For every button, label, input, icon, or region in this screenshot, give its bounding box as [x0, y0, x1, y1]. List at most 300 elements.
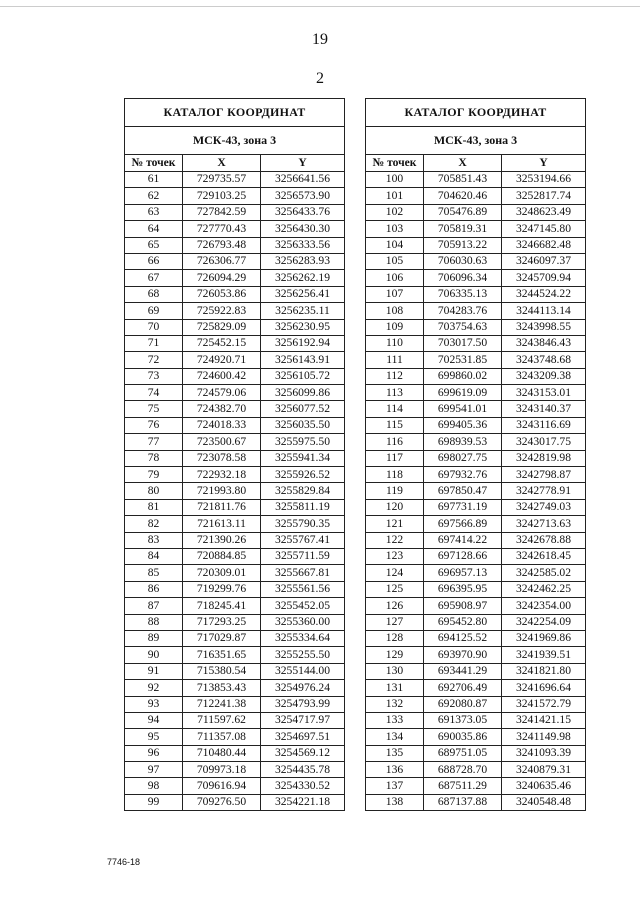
y-coordinate-cell: 3255941.34	[261, 450, 345, 466]
x-coordinate-cell: 694125.52	[424, 630, 502, 646]
table-row	[125, 532, 345, 548]
y-coordinate-cell: 3243846.43	[502, 335, 586, 351]
table-row	[125, 467, 345, 483]
y-coordinate-cell: 3241093.39	[502, 745, 586, 761]
table-row	[366, 221, 586, 237]
table-row	[366, 696, 586, 712]
point-number-cell: 91	[125, 663, 183, 679]
x-coordinate-cell: 725922.83	[183, 303, 261, 319]
point-number-cell: 64	[125, 221, 183, 237]
table-row	[125, 762, 345, 778]
y-coordinate-cell: 3256430.30	[261, 221, 345, 237]
table-row	[366, 270, 586, 286]
x-coordinate-cell: 709616.94	[183, 778, 261, 794]
x-coordinate-cell: 726306.77	[183, 253, 261, 269]
y-coordinate-cell: 3255767.41	[261, 532, 345, 548]
point-number-cell: 117	[366, 450, 424, 466]
point-number-cell: 116	[366, 434, 424, 450]
y-coordinate-cell: 3255561.56	[261, 581, 345, 597]
table-row	[366, 335, 586, 351]
point-number-cell: 65	[125, 237, 183, 253]
y-coordinate-cell: 3242713.63	[502, 516, 586, 532]
table-row	[125, 434, 345, 450]
point-number-cell: 119	[366, 483, 424, 499]
point-number-cell: 92	[125, 680, 183, 696]
catalog-zone: МСК-43, зона 3	[366, 127, 586, 155]
point-number-cell: 63	[125, 204, 183, 220]
y-coordinate-cell: 3256433.76	[261, 204, 345, 220]
point-number-cell: 105	[366, 253, 424, 269]
y-coordinate-cell: 3254697.51	[261, 729, 345, 745]
table-row	[125, 401, 345, 417]
point-number-cell: 72	[125, 352, 183, 368]
x-coordinate-cell: 713853.43	[183, 680, 261, 696]
point-number-cell: 96	[125, 745, 183, 761]
y-coordinate-cell: 3256192.94	[261, 335, 345, 351]
x-coordinate-cell: 696395.95	[424, 581, 502, 597]
x-coordinate-cell: 703017.50	[424, 335, 502, 351]
table-row	[125, 614, 345, 630]
y-coordinate-cell: 3242618.45	[502, 548, 586, 564]
point-number-cell: 99	[125, 794, 183, 810]
table-row	[366, 172, 586, 188]
table-row	[366, 663, 586, 679]
y-coordinate-cell: 3243017.75	[502, 434, 586, 450]
document-code: 7746-18	[107, 857, 141, 867]
table-row	[125, 663, 345, 679]
table-row	[125, 237, 345, 253]
y-coordinate-cell: 3242462.25	[502, 581, 586, 597]
y-coordinate-cell: 3242819.98	[502, 450, 586, 466]
point-number-cell: 114	[366, 401, 424, 417]
table-row	[125, 696, 345, 712]
table-row	[366, 417, 586, 433]
x-coordinate-cell: 726053.86	[183, 286, 261, 302]
point-number-cell: 128	[366, 630, 424, 646]
point-number-cell: 121	[366, 516, 424, 532]
x-coordinate-cell: 695452.80	[424, 614, 502, 630]
table-row	[125, 303, 345, 319]
y-coordinate-cell: 3244113.14	[502, 303, 586, 319]
y-coordinate-cell: 3255811.19	[261, 499, 345, 515]
y-coordinate-cell: 3254569.12	[261, 745, 345, 761]
y-coordinate-cell: 3241969.86	[502, 630, 586, 646]
point-number-cell: 98	[125, 778, 183, 794]
table-row	[125, 385, 345, 401]
x-coordinate-cell: 697932.76	[424, 467, 502, 483]
y-coordinate-cell: 3254330.52	[261, 778, 345, 794]
point-number-cell: 106	[366, 270, 424, 286]
x-coordinate-cell: 697850.47	[424, 483, 502, 499]
table-row	[125, 253, 345, 269]
x-coordinate-cell: 716351.65	[183, 647, 261, 663]
col-header-point: № точек	[366, 155, 424, 172]
table-row	[366, 745, 586, 761]
x-coordinate-cell: 709973.18	[183, 762, 261, 778]
point-number-cell: 129	[366, 647, 424, 663]
y-coordinate-cell: 3254793.99	[261, 696, 345, 712]
point-number-cell: 73	[125, 368, 183, 384]
point-number-cell: 130	[366, 663, 424, 679]
y-coordinate-cell: 3252817.74	[502, 188, 586, 204]
x-coordinate-cell: 711597.62	[183, 712, 261, 728]
catalog-title: КАТАЛОГ КООРДИНАТ	[125, 99, 345, 127]
catalog-zone: МСК-43, зона 3	[125, 127, 345, 155]
x-coordinate-cell: 696957.13	[424, 565, 502, 581]
x-coordinate-cell: 721613.11	[183, 516, 261, 532]
table-row	[125, 172, 345, 188]
x-coordinate-cell: 706096.34	[424, 270, 502, 286]
y-coordinate-cell: 3255144.00	[261, 663, 345, 679]
y-coordinate-cell: 3247145.80	[502, 221, 586, 237]
x-coordinate-cell: 724382.70	[183, 401, 261, 417]
point-number-cell: 132	[366, 696, 424, 712]
x-coordinate-cell: 690035.86	[424, 729, 502, 745]
point-number-cell: 81	[125, 499, 183, 515]
y-coordinate-cell: 3246097.37	[502, 253, 586, 269]
y-coordinate-cell: 3256105.72	[261, 368, 345, 384]
x-coordinate-cell: 721811.76	[183, 499, 261, 515]
point-number-cell: 83	[125, 532, 183, 548]
table-row	[366, 794, 586, 810]
point-number-cell: 131	[366, 680, 424, 696]
y-coordinate-cell: 3243153.01	[502, 385, 586, 401]
y-coordinate-cell: 3243998.55	[502, 319, 586, 335]
x-coordinate-cell: 727842.59	[183, 204, 261, 220]
y-coordinate-cell: 3255926.52	[261, 467, 345, 483]
table-row	[125, 483, 345, 499]
y-coordinate-cell: 3255711.59	[261, 548, 345, 564]
x-coordinate-cell: 688728.70	[424, 762, 502, 778]
y-coordinate-cell: 3241821.80	[502, 663, 586, 679]
point-number-cell: 87	[125, 598, 183, 614]
table-row	[366, 352, 586, 368]
point-number-cell: 107	[366, 286, 424, 302]
x-coordinate-cell: 729735.57	[183, 172, 261, 188]
table-row	[366, 778, 586, 794]
point-number-cell: 77	[125, 434, 183, 450]
point-number-cell: 75	[125, 401, 183, 417]
table-row	[366, 483, 586, 499]
point-number-cell: 85	[125, 565, 183, 581]
point-number-cell: 88	[125, 614, 183, 630]
y-coordinate-cell: 3256283.93	[261, 253, 345, 269]
x-coordinate-cell: 711357.08	[183, 729, 261, 745]
table-row	[125, 581, 345, 597]
table-row	[125, 417, 345, 433]
point-number-cell: 80	[125, 483, 183, 499]
y-coordinate-cell: 3241421.15	[502, 712, 586, 728]
point-number-cell: 120	[366, 499, 424, 515]
point-number-cell: 86	[125, 581, 183, 597]
point-number-cell: 108	[366, 303, 424, 319]
table-row	[125, 680, 345, 696]
x-coordinate-cell: 725829.09	[183, 319, 261, 335]
point-number-cell: 126	[366, 598, 424, 614]
x-coordinate-cell: 726094.29	[183, 270, 261, 286]
y-coordinate-cell: 3255975.50	[261, 434, 345, 450]
catalog-body	[366, 172, 586, 811]
x-coordinate-cell: 717029.87	[183, 630, 261, 646]
y-coordinate-cell: 3241696.64	[502, 680, 586, 696]
table-row	[125, 516, 345, 532]
y-coordinate-cell: 3255452.05	[261, 598, 345, 614]
point-number-cell: 122	[366, 532, 424, 548]
y-coordinate-cell: 3256262.19	[261, 270, 345, 286]
y-coordinate-cell: 3242354.00	[502, 598, 586, 614]
point-number-cell: 71	[125, 335, 183, 351]
table-row	[366, 647, 586, 663]
table-row	[125, 712, 345, 728]
point-number-cell: 61	[125, 172, 183, 188]
point-number-cell: 76	[125, 417, 183, 433]
point-number-cell: 94	[125, 712, 183, 728]
x-coordinate-cell: 706335.13	[424, 286, 502, 302]
y-coordinate-cell: 3256573.90	[261, 188, 345, 204]
y-coordinate-cell: 3240635.46	[502, 778, 586, 794]
point-number-cell: 104	[366, 237, 424, 253]
point-number-cell: 111	[366, 352, 424, 368]
y-coordinate-cell: 3255360.00	[261, 614, 345, 630]
point-number-cell: 79	[125, 467, 183, 483]
table-row	[366, 581, 586, 597]
y-coordinate-cell: 3243140.37	[502, 401, 586, 417]
table-row	[125, 319, 345, 335]
catalog-title: КАТАЛОГ КООРДИНАТ	[366, 99, 586, 127]
x-coordinate-cell: 709276.50	[183, 794, 261, 810]
table-row	[125, 565, 345, 581]
y-coordinate-cell: 3255334.64	[261, 630, 345, 646]
point-number-cell: 136	[366, 762, 424, 778]
point-number-cell: 100	[366, 172, 424, 188]
table-row	[366, 598, 586, 614]
y-coordinate-cell: 3254717.97	[261, 712, 345, 728]
x-coordinate-cell: 724600.42	[183, 368, 261, 384]
x-coordinate-cell: 726793.48	[183, 237, 261, 253]
table-row	[125, 630, 345, 646]
y-coordinate-cell: 3256143.91	[261, 352, 345, 368]
table-row	[125, 352, 345, 368]
point-number-cell: 123	[366, 548, 424, 564]
x-coordinate-cell: 699619.09	[424, 385, 502, 401]
table-row	[366, 630, 586, 646]
table-row	[366, 499, 586, 515]
y-coordinate-cell: 3244524.22	[502, 286, 586, 302]
table-row	[366, 188, 586, 204]
point-number-cell: 102	[366, 204, 424, 220]
y-coordinate-cell: 3253194.66	[502, 172, 586, 188]
x-coordinate-cell: 697128.66	[424, 548, 502, 564]
x-coordinate-cell: 723500.67	[183, 434, 261, 450]
point-number-cell: 68	[125, 286, 183, 302]
x-coordinate-cell: 715380.54	[183, 663, 261, 679]
y-coordinate-cell: 3256256.41	[261, 286, 345, 302]
y-coordinate-cell: 3255255.50	[261, 647, 345, 663]
x-coordinate-cell: 719299.76	[183, 581, 261, 597]
table-row	[125, 778, 345, 794]
y-coordinate-cell: 3254976.24	[261, 680, 345, 696]
y-coordinate-cell: 3245709.94	[502, 270, 586, 286]
x-coordinate-cell: 725452.15	[183, 335, 261, 351]
point-number-cell: 70	[125, 319, 183, 335]
y-coordinate-cell: 3256641.56	[261, 172, 345, 188]
table-row	[366, 516, 586, 532]
col-header-y: Y	[502, 155, 586, 172]
point-number-cell: 113	[366, 385, 424, 401]
x-coordinate-cell: 699860.02	[424, 368, 502, 384]
point-number-cell: 103	[366, 221, 424, 237]
table-row	[366, 286, 586, 302]
x-coordinate-cell: 691373.05	[424, 712, 502, 728]
y-coordinate-cell: 3243116.69	[502, 417, 586, 433]
x-coordinate-cell: 729103.25	[183, 188, 261, 204]
x-coordinate-cell: 712241.38	[183, 696, 261, 712]
table-row	[366, 680, 586, 696]
y-coordinate-cell: 3254221.18	[261, 794, 345, 810]
x-coordinate-cell: 693970.90	[424, 647, 502, 663]
y-coordinate-cell: 3243209.38	[502, 368, 586, 384]
x-coordinate-cell: 724018.33	[183, 417, 261, 433]
table-row	[366, 253, 586, 269]
point-number-cell: 90	[125, 647, 183, 663]
table-row	[125, 270, 345, 286]
x-coordinate-cell: 710480.44	[183, 745, 261, 761]
x-coordinate-cell: 724579.06	[183, 385, 261, 401]
table-row	[125, 450, 345, 466]
x-coordinate-cell: 704283.76	[424, 303, 502, 319]
x-coordinate-cell: 706030.63	[424, 253, 502, 269]
catalog-body	[125, 172, 345, 811]
y-coordinate-cell: 3256333.56	[261, 237, 345, 253]
y-coordinate-cell: 3256077.52	[261, 401, 345, 417]
top-rule	[0, 6, 640, 7]
x-coordinate-cell: 692706.49	[424, 680, 502, 696]
table-row	[366, 401, 586, 417]
point-number-cell: 137	[366, 778, 424, 794]
x-coordinate-cell: 704620.46	[424, 188, 502, 204]
x-coordinate-cell: 699541.01	[424, 401, 502, 417]
table-row	[366, 532, 586, 548]
x-coordinate-cell: 705819.31	[424, 221, 502, 237]
y-coordinate-cell: 3242749.03	[502, 499, 586, 515]
point-number-cell: 93	[125, 696, 183, 712]
y-coordinate-cell: 3256235.11	[261, 303, 345, 319]
y-coordinate-cell: 3242254.09	[502, 614, 586, 630]
table-row	[366, 548, 586, 564]
y-coordinate-cell: 3242798.87	[502, 467, 586, 483]
col-header-x: X	[424, 155, 502, 172]
y-coordinate-cell: 3256099.86	[261, 385, 345, 401]
table-row	[125, 729, 345, 745]
y-coordinate-cell: 3241572.79	[502, 696, 586, 712]
y-coordinate-cell: 3242678.88	[502, 532, 586, 548]
coordinate-catalog-left	[124, 98, 345, 811]
table-row	[366, 712, 586, 728]
x-coordinate-cell: 699405.36	[424, 417, 502, 433]
point-number-cell: 89	[125, 630, 183, 646]
x-coordinate-cell: 698027.75	[424, 450, 502, 466]
table-row	[366, 368, 586, 384]
x-coordinate-cell: 721993.80	[183, 483, 261, 499]
table-row	[125, 499, 345, 515]
point-number-cell: 112	[366, 368, 424, 384]
table-row	[125, 286, 345, 302]
y-coordinate-cell: 3254435.78	[261, 762, 345, 778]
point-number-cell: 78	[125, 450, 183, 466]
table-row	[366, 204, 586, 220]
table-row	[125, 647, 345, 663]
table-row	[366, 614, 586, 630]
x-coordinate-cell: 703754.63	[424, 319, 502, 335]
point-number-cell: 118	[366, 467, 424, 483]
table-row	[366, 319, 586, 335]
x-coordinate-cell: 724920.71	[183, 352, 261, 368]
table-row	[125, 204, 345, 220]
page-number: 19	[312, 31, 328, 48]
x-coordinate-cell: 687511.29	[424, 778, 502, 794]
point-number-cell: 69	[125, 303, 183, 319]
table-row	[366, 565, 586, 581]
table-row	[125, 598, 345, 614]
y-coordinate-cell: 3242778.91	[502, 483, 586, 499]
x-coordinate-cell: 697566.89	[424, 516, 502, 532]
sub-page-number: 2	[316, 70, 324, 87]
coordinate-catalog-right	[365, 98, 586, 811]
point-number-cell: 127	[366, 614, 424, 630]
y-coordinate-cell: 3248623.49	[502, 204, 586, 220]
point-number-cell: 115	[366, 417, 424, 433]
table-row	[366, 303, 586, 319]
table-row	[366, 729, 586, 745]
table-row	[125, 548, 345, 564]
x-coordinate-cell: 705913.22	[424, 237, 502, 253]
point-number-cell: 95	[125, 729, 183, 745]
table-row	[125, 221, 345, 237]
x-coordinate-cell: 723078.58	[183, 450, 261, 466]
table-row	[125, 745, 345, 761]
y-coordinate-cell: 3255829.84	[261, 483, 345, 499]
x-coordinate-cell: 692080.87	[424, 696, 502, 712]
y-coordinate-cell: 3255667.81	[261, 565, 345, 581]
x-coordinate-cell: 698939.53	[424, 434, 502, 450]
point-number-cell: 125	[366, 581, 424, 597]
point-number-cell: 138	[366, 794, 424, 810]
point-number-cell: 124	[366, 565, 424, 581]
y-coordinate-cell: 3240548.48	[502, 794, 586, 810]
point-number-cell: 82	[125, 516, 183, 532]
table-row	[125, 368, 345, 384]
x-coordinate-cell: 705851.43	[424, 172, 502, 188]
point-number-cell: 84	[125, 548, 183, 564]
table-row	[366, 450, 586, 466]
point-number-cell: 97	[125, 762, 183, 778]
point-number-cell: 67	[125, 270, 183, 286]
x-coordinate-cell: 717293.25	[183, 614, 261, 630]
x-coordinate-cell: 689751.05	[424, 745, 502, 761]
point-number-cell: 134	[366, 729, 424, 745]
y-coordinate-cell: 3242585.02	[502, 565, 586, 581]
col-header-y: Y	[261, 155, 345, 172]
col-header-x: X	[183, 155, 261, 172]
x-coordinate-cell: 721390.26	[183, 532, 261, 548]
x-coordinate-cell: 718245.41	[183, 598, 261, 614]
point-number-cell: 133	[366, 712, 424, 728]
table-row	[366, 467, 586, 483]
point-number-cell: 74	[125, 385, 183, 401]
y-coordinate-cell: 3243748.68	[502, 352, 586, 368]
y-coordinate-cell: 3246682.48	[502, 237, 586, 253]
x-coordinate-cell: 720884.85	[183, 548, 261, 564]
